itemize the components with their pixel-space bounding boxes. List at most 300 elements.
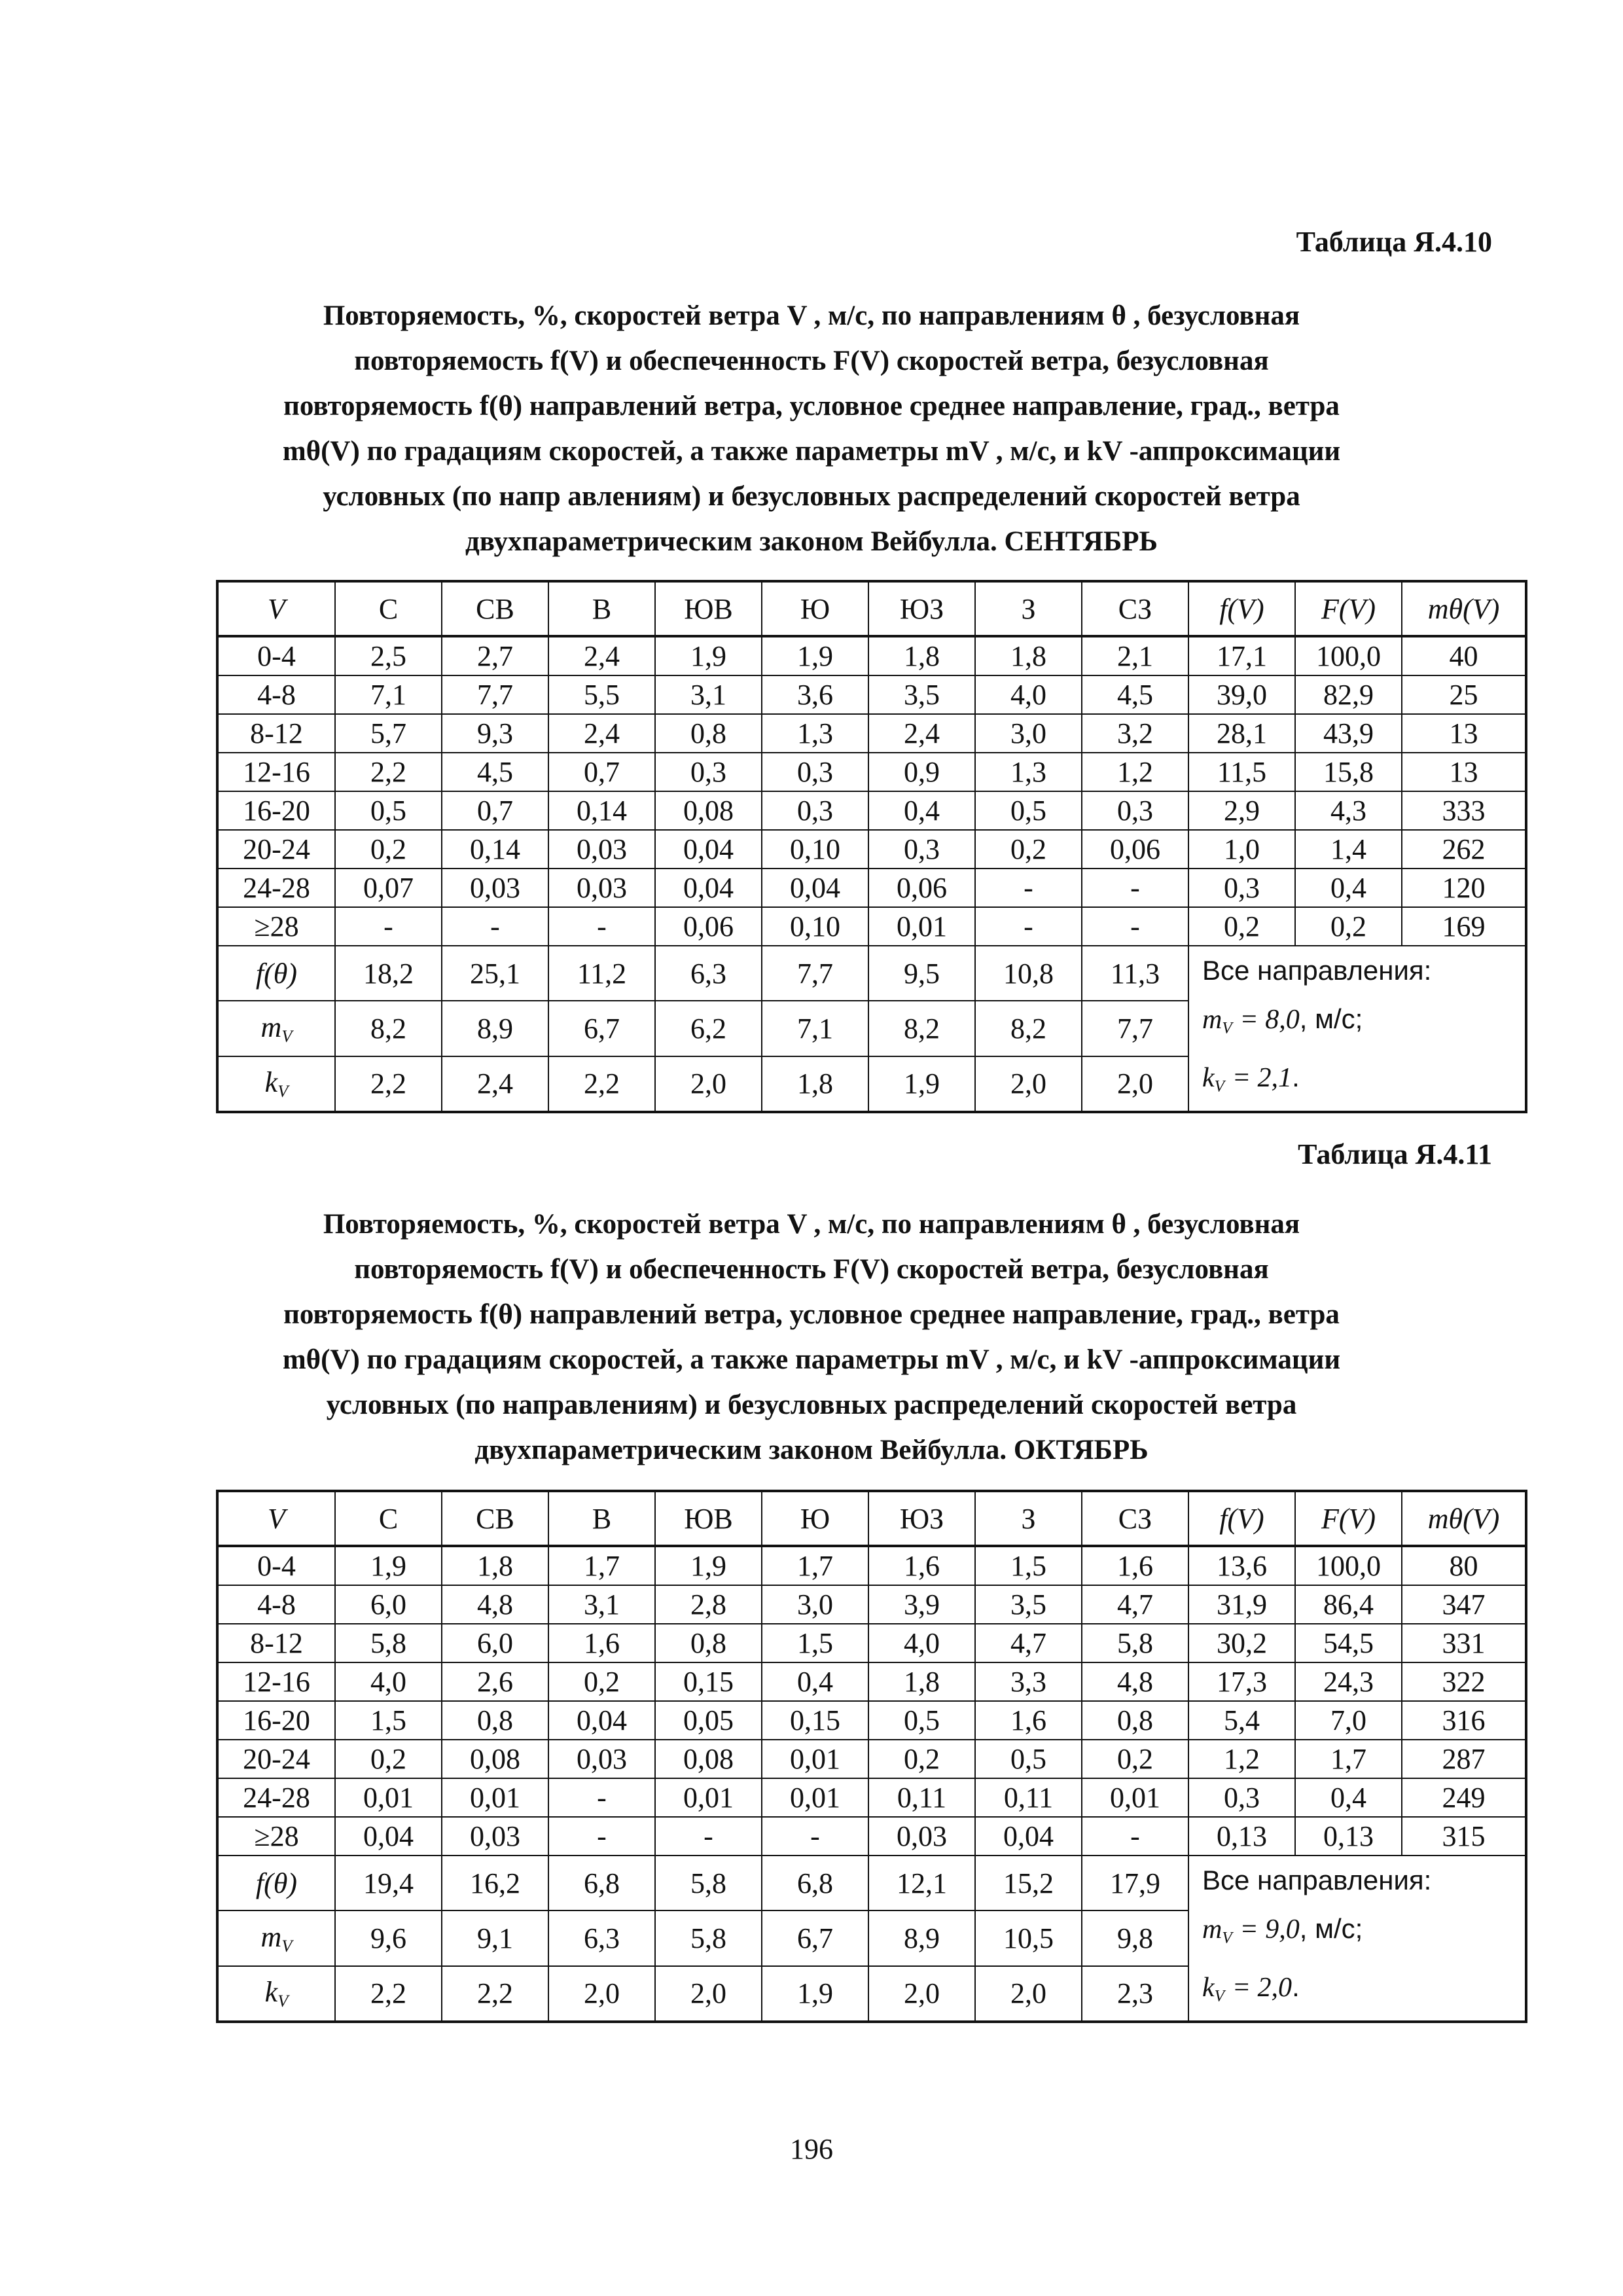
table-cell: 10,5 <box>975 1910 1082 1965</box>
caption-line: Повторяемость, %, скоростей ветра V , м/с, по направлениям θ , безусловная <box>323 300 1300 331</box>
caption-line: mθ(V) по градациям скоростей, а также параметры mV , м/с, и kV -аппроксимации <box>282 436 1341 467</box>
table-cell: 4,3 <box>1295 791 1402 830</box>
column-header: Ю <box>762 581 868 636</box>
summary-m-unit: , м/с; <box>1299 1913 1363 1944</box>
table-cell: 11,5 <box>1188 753 1295 791</box>
table-cell: 1,3 <box>975 753 1082 791</box>
table-cell: 0,06 <box>868 869 975 907</box>
table-cell: 54,5 <box>1295 1624 1402 1662</box>
table-cell: 0,03 <box>442 1817 548 1856</box>
table-cell: 0,03 <box>442 869 548 907</box>
table-cell: 0,05 <box>655 1701 762 1740</box>
table-cell: - <box>655 1817 762 1856</box>
table-row <box>217 869 1526 907</box>
table-cell: 316 <box>1402 1701 1526 1740</box>
table-cell: 0,04 <box>655 830 762 869</box>
all-directions-summary <box>1188 1856 1526 2022</box>
table-cell: - <box>442 907 548 946</box>
caption-line: повторяемость f(V) и обеспеченность F(V) скоростей ветра, безусловная <box>354 346 1269 376</box>
table-label: Таблица Я.4.11 <box>1298 1138 1492 1170</box>
table-cell: 0,08 <box>655 791 762 830</box>
table-cell: 8,2 <box>868 1001 975 1056</box>
column-header: СВ <box>442 581 548 636</box>
table-cell: 0,3 <box>1188 869 1295 907</box>
table-cell: 249 <box>1402 1778 1526 1817</box>
table-cell: 0,11 <box>868 1778 975 1817</box>
table-cell: 7,7 <box>1082 1001 1188 1056</box>
table-cell: 6,8 <box>762 1856 868 1910</box>
table-cell: 3,9 <box>868 1585 975 1624</box>
table-cell: 347 <box>1402 1585 1526 1624</box>
table-row <box>217 636 1526 675</box>
table-cell: 31,9 <box>1188 1585 1295 1624</box>
table-cell: 322 <box>1402 1662 1526 1701</box>
table-cell: 1,9 <box>762 1966 868 2022</box>
table-row <box>217 753 1526 791</box>
table-cell: 7,0 <box>1295 1701 1402 1740</box>
caption-line: двухпараметрическим законом Вейбулла. ОКТЯБРЬ <box>474 1435 1149 1465</box>
table-cell: - <box>1082 869 1188 907</box>
table-row <box>217 830 1526 869</box>
table-cell: 17,1 <box>1188 636 1295 675</box>
table-cell: 0,08 <box>442 1740 548 1778</box>
table-cell: 0,06 <box>1082 830 1188 869</box>
table-cell: 43,9 <box>1295 714 1402 753</box>
summary-k-line: $k_V = 2,1$. <box>1202 1061 1300 1096</box>
table-cell: 2,5 <box>335 636 442 675</box>
table-cell: 0,01 <box>868 907 975 946</box>
caption-line: двухпараметрическим законом Вейбулла. СЕНТЯБРЬ <box>465 526 1158 557</box>
table-cell: 6,7 <box>548 1001 655 1056</box>
f-theta-row <box>217 946 1526 1001</box>
column-header: ЮВ <box>655 1491 762 1546</box>
speed-range-cell: 20-24 <box>217 830 335 869</box>
table-cell: 15,8 <box>1295 753 1402 791</box>
table-cell: 0,3 <box>1188 1778 1295 1817</box>
column-header: З <box>975 581 1082 636</box>
table-cell: - <box>548 1778 655 1817</box>
table-cell: 4,7 <box>1082 1585 1188 1624</box>
table-cell: 1,2 <box>1082 753 1188 791</box>
row-label: $k_V$ <box>217 1966 335 2022</box>
table-cell: 25,1 <box>442 946 548 1001</box>
f-theta-row <box>217 1856 1526 1910</box>
table-cell: 0,9 <box>868 753 975 791</box>
column-header: f(V) <box>1188 1491 1295 1546</box>
table-cell: 19,4 <box>335 1856 442 1910</box>
table-cell: 8,9 <box>868 1910 975 1965</box>
table-cell: 0,4 <box>1295 869 1402 907</box>
table-cell: 11,2 <box>548 946 655 1001</box>
table-cell: 0,3 <box>762 791 868 830</box>
table-row <box>217 1740 1526 1778</box>
table-cell: 6,8 <box>548 1856 655 1910</box>
table-cell: 1,0 <box>1188 830 1295 869</box>
table-cell: 120 <box>1402 869 1526 907</box>
table-cell: 4,7 <box>975 1624 1082 1662</box>
table-cell: - <box>975 907 1082 946</box>
table-cell: 6,3 <box>655 946 762 1001</box>
table-cell: 4,0 <box>335 1662 442 1701</box>
summary-m-value: = 8,0 <box>1240 1005 1300 1035</box>
table-row <box>217 1778 1526 1817</box>
table-cell: 0,5 <box>335 791 442 830</box>
table-cell: 0,15 <box>762 1701 868 1740</box>
table-cell: 28,1 <box>1188 714 1295 753</box>
table-cell: 8,2 <box>975 1001 1082 1056</box>
table-cell: 0,2 <box>1295 907 1402 946</box>
column-header: СЗ <box>1082 581 1188 636</box>
speed-range-cell: 4-8 <box>217 675 335 714</box>
column-header: СЗ <box>1082 1491 1188 1546</box>
table-cell: 8,2 <box>335 1001 442 1056</box>
table-cell: 4,0 <box>975 675 1082 714</box>
table-cell: 5,5 <box>548 675 655 714</box>
table-cell: 0,01 <box>762 1740 868 1778</box>
table-cell: 2,0 <box>655 1966 762 2022</box>
table-cell: 2,9 <box>1188 791 1295 830</box>
table-cell: 0,10 <box>762 907 868 946</box>
table-cell: - <box>1082 907 1188 946</box>
table-row <box>217 907 1526 946</box>
table-cell: 0,03 <box>548 830 655 869</box>
table-cell: 3,1 <box>548 1585 655 1624</box>
table-cell: 4,8 <box>1082 1662 1188 1701</box>
column-header: ЮЗ <box>868 581 975 636</box>
table-cell: 2,0 <box>1082 1056 1188 1113</box>
table-cell: 1,4 <box>1295 830 1402 869</box>
table-cell: 17,9 <box>1082 1856 1188 1910</box>
table-cell: - <box>1082 1817 1188 1856</box>
row-label: $m_V$ <box>217 1910 335 1965</box>
all-directions-summary <box>1188 946 1526 1112</box>
table-cell: 0,3 <box>868 830 975 869</box>
table-cell: 1,9 <box>762 636 868 675</box>
table-cell: 0,08 <box>655 1740 762 1778</box>
column-header: З <box>975 1491 1082 1546</box>
table-cell: 0,04 <box>975 1817 1082 1856</box>
table-cell: 1,7 <box>762 1546 868 1585</box>
table-cell: 3,0 <box>975 714 1082 753</box>
table-cell: 0,2 <box>975 830 1082 869</box>
table-cell: 7,1 <box>762 1001 868 1056</box>
table-cell: 1,3 <box>762 714 868 753</box>
table-cell: 0,04 <box>548 1701 655 1740</box>
table-row <box>217 1585 1526 1624</box>
table-cell: 0,5 <box>975 1740 1082 1778</box>
table-cell: 12,1 <box>868 1856 975 1910</box>
speed-range-cell: 12-16 <box>217 1662 335 1701</box>
table-cell: 0,4 <box>868 791 975 830</box>
table-row <box>217 1662 1526 1701</box>
table-cell: 3,2 <box>1082 714 1188 753</box>
table-cell: 5,8 <box>655 1856 762 1910</box>
table-cell: 1,5 <box>975 1546 1082 1585</box>
speed-range-cell: 24-28 <box>217 869 335 907</box>
table-cell: 6,0 <box>442 1624 548 1662</box>
table-cell: 0,07 <box>335 869 442 907</box>
table-cell: 5,8 <box>335 1624 442 1662</box>
table-caption <box>196 293 1427 564</box>
table-cell: 331 <box>1402 1624 1526 1662</box>
table-cell: 7,7 <box>762 946 868 1001</box>
summary-title: Все направления: <box>1202 955 1432 986</box>
table-cell: 3,0 <box>762 1585 868 1624</box>
table-cell: - <box>335 907 442 946</box>
table-cell: 0,3 <box>762 753 868 791</box>
table-cell: 3,1 <box>655 675 762 714</box>
caption-line: условных (по напр авлениям) и безусловных распределений скоростей ветра <box>323 481 1300 512</box>
table-cell: 18,2 <box>335 946 442 1001</box>
table-body <box>217 1546 1526 1856</box>
column-header: ЮЗ <box>868 1491 975 1546</box>
table-cell: 2,4 <box>548 714 655 753</box>
table-cell: 0,01 <box>655 1778 762 1817</box>
summary-k-end: . <box>1292 1061 1300 1092</box>
table-cell: 0,3 <box>655 753 762 791</box>
table-cell: 86,4 <box>1295 1585 1402 1624</box>
table-cell: 1,8 <box>442 1546 548 1585</box>
table-row <box>217 1701 1526 1740</box>
table-cell: 6,2 <box>655 1001 762 1056</box>
column-header: F(V) <box>1295 1491 1402 1546</box>
speed-range-cell: 0-4 <box>217 636 335 675</box>
table-cell: 82,9 <box>1295 675 1402 714</box>
table-cell: - <box>548 907 655 946</box>
table-cell: 11,3 <box>1082 946 1188 1001</box>
speed-range-cell: 4-8 <box>217 1585 335 1624</box>
table-cell: 0,7 <box>442 791 548 830</box>
table-cell: 262 <box>1402 830 1526 869</box>
summary-k-line: $k_V = 2,0$. <box>1202 1971 1300 2005</box>
column-header: В <box>548 1491 655 1546</box>
table-cell: 2,7 <box>442 636 548 675</box>
column-header: Ю <box>762 1491 868 1546</box>
table-cell: 5,7 <box>335 714 442 753</box>
table-cell: 10,8 <box>975 946 1082 1001</box>
table-cell: 0,2 <box>335 830 442 869</box>
caption-line: повторяемость f(θ) направлений ветра, условное среднее направление, град., ветра <box>283 391 1340 422</box>
table-cell: 0,8 <box>442 1701 548 1740</box>
speed-range-cell: 12-16 <box>217 753 335 791</box>
table-cell: 0,04 <box>335 1817 442 1856</box>
table-cell: 9,3 <box>442 714 548 753</box>
summary-title: Все направления: <box>1202 1865 1432 1895</box>
summary-m-value: = 9,0 <box>1240 1914 1300 1945</box>
table-cell: 7,1 <box>335 675 442 714</box>
table-cell: 0,14 <box>442 830 548 869</box>
table-cell: 1,8 <box>975 636 1082 675</box>
table-cell: - <box>548 1817 655 1856</box>
table-cell: 0,2 <box>335 1740 442 1778</box>
table-cell: 0,06 <box>655 907 762 946</box>
column-header: С <box>335 1491 442 1546</box>
table-row <box>217 1624 1526 1662</box>
table-cell: 24,3 <box>1295 1662 1402 1701</box>
table-cell: 2,0 <box>975 1966 1082 2022</box>
table-row <box>217 791 1526 830</box>
caption-line: Повторяемость, %, скоростей ветра V , м/с, по направлениям θ , безусловная <box>323 1209 1300 1240</box>
table-cell: 5,8 <box>655 1910 762 1965</box>
page-number: 196 <box>790 2133 833 2165</box>
table-cell: 2,2 <box>335 753 442 791</box>
table-cell: 0,03 <box>548 869 655 907</box>
speed-range-cell: ≥28 <box>217 1817 335 1856</box>
table-cell: - <box>762 1817 868 1856</box>
speed-range-cell: 16-20 <box>217 1701 335 1740</box>
table-row <box>217 675 1526 714</box>
column-header: СВ <box>442 1491 548 1546</box>
table-cell: 0,2 <box>868 1740 975 1778</box>
table-cell: 1,6 <box>868 1546 975 1585</box>
table-cell: 8,9 <box>442 1001 548 1056</box>
table-cell: 2,4 <box>548 636 655 675</box>
table-cell: 0,4 <box>1295 1778 1402 1817</box>
table-cell: 287 <box>1402 1740 1526 1778</box>
table-cell: 2,4 <box>868 714 975 753</box>
table-row <box>217 1817 1526 1856</box>
table-cell: 315 <box>1402 1817 1526 1856</box>
table-cell: 5,4 <box>1188 1701 1295 1740</box>
summary-m-line: $m_V = 8,0$, м/с; <box>1202 1003 1363 1037</box>
table-cell: 17,3 <box>1188 1662 1295 1701</box>
column-header: В <box>548 581 655 636</box>
table-cell: 4,5 <box>1082 675 1188 714</box>
table-cell: 13 <box>1402 714 1526 753</box>
row-label: f(θ) <box>217 1856 335 1910</box>
table-row <box>217 714 1526 753</box>
table-cell: 1,9 <box>868 1056 975 1113</box>
column-header: V <box>217 1491 335 1546</box>
table-cell: 39,0 <box>1188 675 1295 714</box>
table-cell: 9,1 <box>442 1910 548 1965</box>
column-header: mθ(V) <box>1402 1491 1526 1546</box>
table-cell: 1,6 <box>1082 1546 1188 1585</box>
table-cell: 3,6 <box>762 675 868 714</box>
table-cell: 2,2 <box>442 1966 548 2022</box>
table-cell: 3,5 <box>868 675 975 714</box>
table-cell: 0,5 <box>868 1701 975 1740</box>
table-cell: 0,01 <box>442 1778 548 1817</box>
speed-range-cell: 24-28 <box>217 1778 335 1817</box>
caption-line: mθ(V) по градациям скоростей, а также параметры mV , м/с, и kV -аппроксимации <box>282 1344 1341 1375</box>
table-cell: 1,7 <box>1295 1740 1402 1778</box>
table-cell: 9,6 <box>335 1910 442 1965</box>
table-cell: 0,2 <box>548 1662 655 1701</box>
column-header: F(V) <box>1295 581 1402 636</box>
table-cell: 5,8 <box>1082 1624 1188 1662</box>
table-cell: 13 <box>1402 753 1526 791</box>
table-cell: 1,9 <box>655 636 762 675</box>
table-cell: 2,0 <box>975 1056 1082 1113</box>
table-cell: 25 <box>1402 675 1526 714</box>
table-cell: 7,7 <box>442 675 548 714</box>
table-cell: 6,0 <box>335 1585 442 1624</box>
table-cell: 1,8 <box>868 636 975 675</box>
speed-range-cell: 20-24 <box>217 1740 335 1778</box>
table-cell: 1,6 <box>975 1701 1082 1740</box>
table-header-row <box>217 581 1526 636</box>
wind-table-september <box>216 580 1527 1113</box>
table-body <box>217 636 1526 946</box>
table-cell: 0,8 <box>1082 1701 1188 1740</box>
table-cell: 0,3 <box>1082 791 1188 830</box>
row-label: $m_V$ <box>217 1001 335 1056</box>
table-cell: 1,9 <box>335 1546 442 1585</box>
table-cell: 16,2 <box>442 1856 548 1910</box>
table-cell: 3,3 <box>975 1662 1082 1701</box>
table-cell: 80 <box>1402 1546 1526 1585</box>
table-cell: 2,2 <box>548 1056 655 1113</box>
table-cell: 6,7 <box>762 1910 868 1965</box>
table-cell: 0,01 <box>335 1778 442 1817</box>
summary-m-unit: , м/с; <box>1299 1003 1363 1034</box>
table-cell: 1,5 <box>335 1701 442 1740</box>
summary-k-value: = 2,0 <box>1232 1972 1293 2003</box>
table-cell: 1,7 <box>548 1546 655 1585</box>
speed-range-cell: 8-12 <box>217 714 335 753</box>
caption-line: повторяемость f(V) и обеспеченность F(V) скоростей ветра, безусловная <box>354 1254 1269 1285</box>
table-cell: 2,3 <box>1082 1966 1188 2022</box>
speed-range-cell: 0-4 <box>217 1546 335 1585</box>
table-cell: 0,04 <box>655 869 762 907</box>
summary-k-value: = 2,1 <box>1232 1062 1293 1093</box>
table-cell: 2,0 <box>548 1966 655 2022</box>
table-cell: 2,2 <box>335 1966 442 2022</box>
table-cell: 30,2 <box>1188 1624 1295 1662</box>
table-cell: 2,2 <box>335 1056 442 1113</box>
table-cell: 0,5 <box>975 791 1082 830</box>
table-cell: 15,2 <box>975 1856 1082 1910</box>
table-cell: 2,8 <box>655 1585 762 1624</box>
table-cell: 1,9 <box>655 1546 762 1585</box>
table-cell: 1,6 <box>548 1624 655 1662</box>
speed-range-cell: 16-20 <box>217 791 335 830</box>
column-header: V <box>217 581 335 636</box>
table-cell: 40 <box>1402 636 1526 675</box>
wind-table-october <box>216 1490 1527 2023</box>
table-cell: 0,01 <box>1082 1778 1188 1817</box>
table-cell: 2,1 <box>1082 636 1188 675</box>
table-cell: 13,6 <box>1188 1546 1295 1585</box>
table-row <box>217 1546 1526 1585</box>
table-cell: 0,13 <box>1188 1817 1295 1856</box>
table-cell: 1,8 <box>868 1662 975 1701</box>
table-cell: - <box>975 869 1082 907</box>
table-cell: 0,7 <box>548 753 655 791</box>
table-cell: 4,8 <box>442 1585 548 1624</box>
table-cell: 2,0 <box>655 1056 762 1113</box>
table-label: Таблица Я.4.10 <box>1296 226 1492 258</box>
column-header: С <box>335 581 442 636</box>
row-label: f(θ) <box>217 946 335 1001</box>
column-header: mθ(V) <box>1402 581 1526 636</box>
table-cell: 0,8 <box>655 714 762 753</box>
speed-range-cell: 8-12 <box>217 1624 335 1662</box>
speed-range-cell: ≥28 <box>217 907 335 946</box>
table-cell: 0,15 <box>655 1662 762 1701</box>
column-header: f(V) <box>1188 581 1295 636</box>
summary-k-end: . <box>1292 1971 1300 2002</box>
table-cell: 3,5 <box>975 1585 1082 1624</box>
caption-line: условных (по направлениям) и безусловных распределений скоростей ветра <box>326 1390 1297 1420</box>
summary-m-line: $m_V = 9,0$, м/с; <box>1202 1913 1363 1947</box>
table-cell: 0,04 <box>762 869 868 907</box>
table-cell: 4,0 <box>868 1624 975 1662</box>
table-cell: 169 <box>1402 907 1526 946</box>
table-cell: 9,5 <box>868 946 975 1001</box>
table-cell: 0,8 <box>655 1624 762 1662</box>
